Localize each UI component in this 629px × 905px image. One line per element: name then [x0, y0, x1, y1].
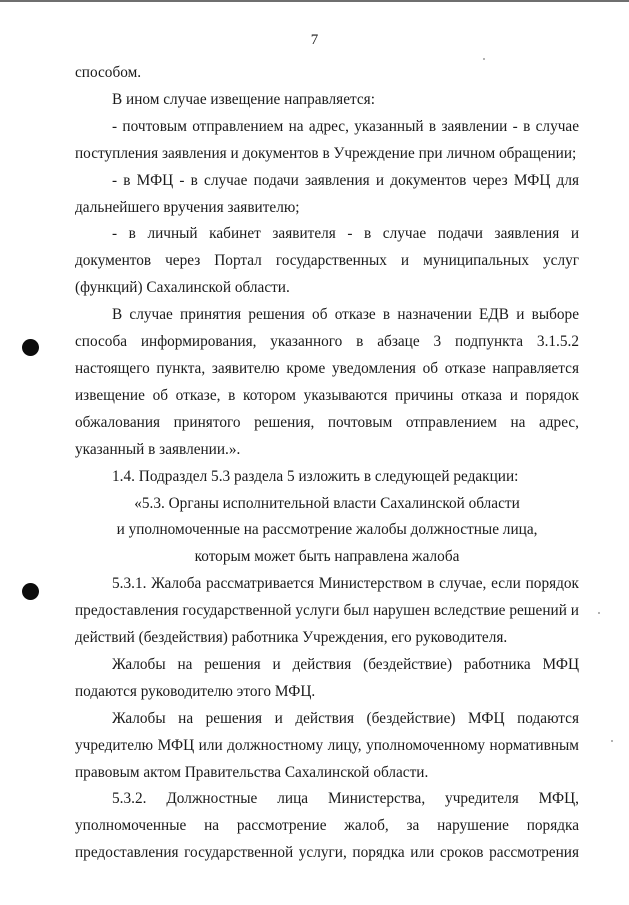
paragraph-continues-next-page: 5.3.2. Должностные лица Министерства, учредителя МФЦ, уполномоченные на рассмотрение жалоб, за нарушение порядка предоставления государственной услуги, порядка или сроков рассмотрения — [75, 790, 579, 862]
paragraph: В ином случае извещение направляется: — [112, 90, 375, 108]
paragraph: Жалобы на решения и действия (бездействие) работника МФЦ подаются руководителю этого МФЦ. — [75, 655, 579, 700]
paragraph-continuation: способом. — [75, 64, 142, 81]
section-heading-line-2: и уполномоченные на рассмотрение жалобы должностные лица, — [116, 521, 538, 539]
section-heading-line-3: которым может быть направлена жалоба — [194, 548, 460, 566]
paragraph: В случае принятия решения об отказе в назначении ЕДВ и выборе способа информирования, указанного в абзаце 3 подпункта 3.1.5.2 настоящего пункта, заявителю кроме уведомления об отказе направляется извещение об отказе, в котором указываются причины отказа и порядок обжалования принятого решения, почтовым отправлением на адрес, указанный в заявлении.». — [75, 306, 579, 458]
binder-hole-top — [22, 339, 39, 356]
document-body — [75, 60, 579, 867]
section-heading-line-1: «5.3. Органы исполнительной власти Сахалинской области — [134, 494, 520, 512]
page-number: 7 — [310, 32, 319, 48]
binder-hole-bottom — [22, 583, 39, 600]
scan-speck — [611, 740, 613, 742]
scan-speck — [598, 612, 600, 614]
list-item-paragraph: - в МФЦ - в случае подачи заявления и документов через МФЦ для дальнейшего вручения заявителю; — [75, 171, 579, 216]
paragraph-amendment: 1.4. Подраздел 5.3 раздела 5 изложить в следующей редакции: — [112, 467, 519, 485]
paragraph: Жалобы на решения и действия (бездействие) МФЦ подаются учредителю МФЦ или должностному лицу, уполномоченному нормативным правовым актом Правительства Сахалинской области. — [75, 709, 579, 781]
paragraph: 5.3.1. Жалоба рассматривается Министерством в случае, если порядок предоставления государственной услуги был нарушен вследствие решений и действий (бездействия) работника Учреждения, его руководителя. — [75, 575, 579, 647]
scan-top-edge — [0, 0, 629, 2]
list-item-paragraph: - в личный кабинет заявителя - в случае подачи заявления и документов через Портал государственных и муниципальных услуг (функций) Сахалинской области. — [75, 225, 579, 297]
list-item-paragraph: - почтовым отправлением на адрес, указанный в заявлении - в случае поступления заявления и документов в Учреждение при личном обращении; — [75, 117, 579, 162]
